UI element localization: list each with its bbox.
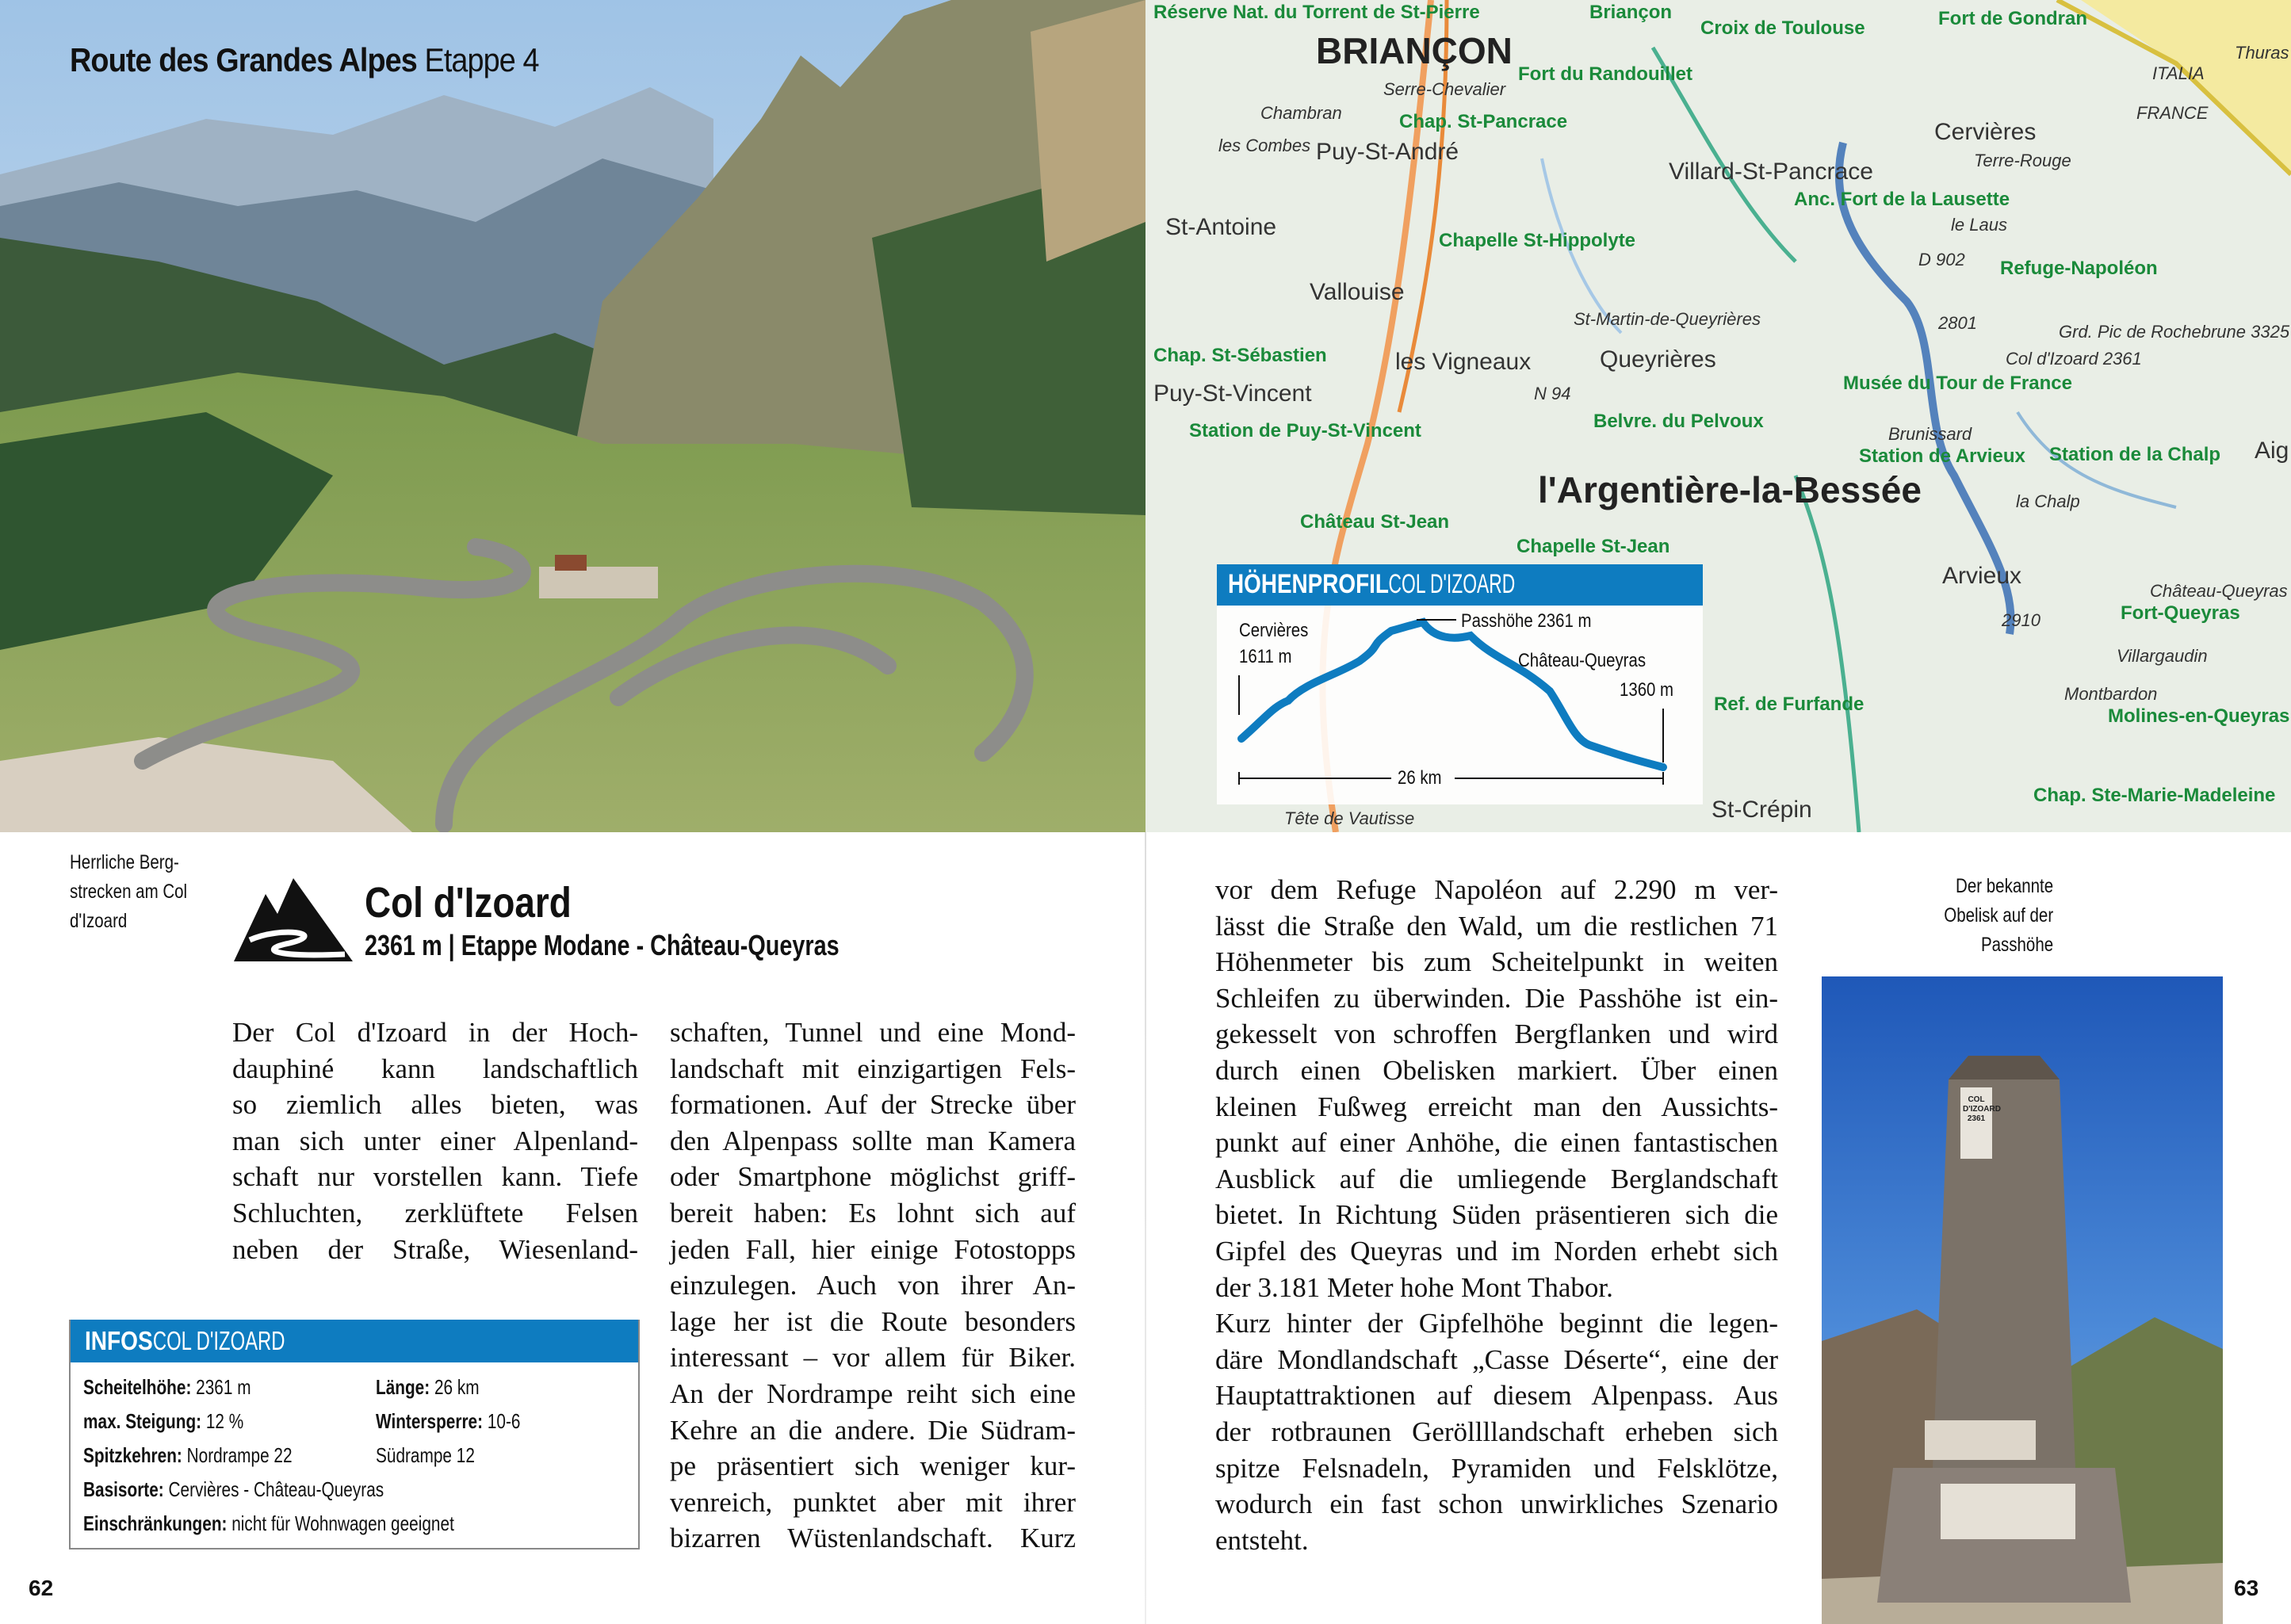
map-label: Château St-Jean <box>1300 511 1450 533</box>
text-line-content: spitze Felsnadeln, Pyramiden und Felsklötze, <box>1215 1452 1778 1484</box>
map-label: les Combes <box>1218 136 1311 155</box>
text-line <box>232 1051 638 1087</box>
text-line <box>670 1123 1076 1160</box>
text-line <box>232 1087 638 1123</box>
text-line-content: neben der Straße, Wiesenland- <box>232 1233 638 1265</box>
mountain-pass-photo <box>0 0 1146 832</box>
info-spitzkehren: Spitzkehren: Nordrampe 22 <box>83 1443 293 1467</box>
map-label: la Chalp <box>2016 491 2080 511</box>
text-column-2 <box>670 1015 1076 1557</box>
map-label: Molines-en-Queyras <box>2108 705 2290 727</box>
page-number-right: 63 <box>2234 1576 2259 1600</box>
mountain-pass-icon <box>234 878 353 961</box>
text-line <box>670 1485 1076 1521</box>
map-label: Terre-Rouge <box>1974 151 2071 170</box>
map-label: Fort-Queyras <box>2121 602 2240 624</box>
text-line-content: lage her ist die Route besonders <box>670 1305 1076 1337</box>
text-line-content: venreich, punktet aber mit ihrer <box>670 1486 1076 1518</box>
map-label: D 902 <box>1918 250 1965 269</box>
map-label: Serre-Chevalier <box>1383 79 1506 99</box>
text-line <box>1215 1305 1778 1342</box>
map-label: Refuge-Napoléon <box>2000 258 2158 279</box>
map-label: Musée du Tour de France <box>1843 373 2072 394</box>
text-line <box>1215 1161 1778 1198</box>
map-label: Villard-St-Pancrace <box>1669 159 1873 185</box>
map-label: Chambran <box>1260 103 1342 123</box>
map-label: FRANCE <box>2136 103 2209 123</box>
map-label: Chap. St-Sébastien <box>1153 345 1327 366</box>
map-label: N 94 <box>1534 384 1571 403</box>
text-line <box>670 1232 1076 1268</box>
profile-distance: 26 km <box>1398 767 1442 789</box>
map-label: St-Antoine <box>1165 214 1277 240</box>
text-line-content: dauphiné kann landschaftlich <box>232 1053 638 1084</box>
text-line-content: Kehre an die andere. Die Südram- <box>670 1414 1076 1446</box>
text-line <box>232 1232 638 1268</box>
text-line <box>1215 1342 1778 1378</box>
text-line <box>670 1015 1076 1051</box>
info-basisorte: Basisorte: Cervières - Château-Queyras <box>83 1477 384 1501</box>
text-line <box>1215 1089 1778 1125</box>
map-label: Anc. Fort de la Lausette <box>1794 189 2010 210</box>
map-label: ITALIA <box>2152 63 2205 83</box>
map-label: St-Martin-de-Queyrières <box>1574 309 1761 329</box>
map-label: Grd. Pic de Rochebrune 3325 <box>2059 322 2290 342</box>
photo-title: Route des Grandes Alpes Etappe 4 <box>70 41 539 78</box>
text-line-content: pe präsentiert sich weniger kur- <box>670 1450 1076 1482</box>
text-line-content: gekesselt von schroffen Bergflanken und wird <box>1215 1018 1778 1050</box>
text-line <box>670 1520 1076 1557</box>
text-line-content: Ausblick auf die umliegende Berglandschaft <box>1215 1163 1778 1194</box>
map-label: Fort du Randouillet <box>1518 63 1692 85</box>
text-column-1 <box>232 1015 638 1267</box>
text-line-content: Schluchten, zerklüftete Felsen <box>232 1197 638 1229</box>
pass-heading: Col d'Izoard <box>365 879 572 927</box>
text-line <box>670 1304 1076 1340</box>
text-line <box>670 1051 1076 1087</box>
text-line-content: so ziemlich alles bieten, was <box>232 1089 638 1121</box>
text-line <box>1215 1233 1778 1270</box>
text-line <box>1215 1125 1778 1161</box>
page-gutter <box>1145 832 1146 1624</box>
text-line-content: bereit haben: Es lohnt sich auf <box>670 1197 1076 1229</box>
text-line-content: Gipfel des Queyras und im Norden erhebt sich <box>1215 1235 1778 1267</box>
text-line <box>1215 908 1778 945</box>
map-label: Aig <box>2255 438 2289 464</box>
profile-start-name: Cervières <box>1239 620 1309 641</box>
text-line <box>1215 1414 1778 1450</box>
info-spitzkehren-sued: Südrampe 12 <box>376 1443 475 1467</box>
text-line-content: däre Mondlandschaft „Casse Déserte“, eine der <box>1215 1343 1778 1375</box>
map-label: Station de la Chalp <box>2049 444 2221 465</box>
map-label: l'Argentière-la-Bessée <box>1538 469 1922 510</box>
text-line-content: vor dem Refuge Napoléon auf 2.290 m ver- <box>1215 874 1778 905</box>
text-line <box>1215 872 1778 908</box>
text-line <box>1215 1270 1778 1306</box>
info-einschraenkungen: Einschränkungen: nicht für Wohnwagen geeignet <box>83 1511 454 1535</box>
map-label: Château-Queyras <box>2150 581 2288 601</box>
text-line-content: Schleifen zu überwinden. Die Passhöhe ist ein- <box>1215 982 1778 1014</box>
text-line <box>670 1267 1076 1304</box>
text-line <box>670 1087 1076 1123</box>
text-line <box>232 1123 638 1160</box>
map-label: Ref. de Furfande <box>1714 694 1865 715</box>
text-line <box>1215 1378 1778 1414</box>
info-laenge: Länge: 26 km <box>376 1375 480 1399</box>
text-line <box>1215 1486 1778 1523</box>
page-number-left: 62 <box>29 1576 54 1600</box>
text-line-content: bietet. In Richtung Süden präsentieren sich die <box>1215 1199 1778 1231</box>
text-line <box>670 1195 1076 1232</box>
text-column-right <box>1215 872 1778 1558</box>
info-scheitelhoehe: Scheitelhöhe: 2361 m <box>83 1375 251 1399</box>
map-label: Chapelle St-Jean <box>1516 536 1670 557</box>
text-line-content: landschaft mit einzigartigen Fels- <box>670 1053 1076 1084</box>
map-label: Réserve Nat. du Torrent de St-Pierre <box>1153 2 1480 23</box>
text-line-content: oder Smartphone möglichst griff- <box>670 1161 1076 1193</box>
text-line-content: formationen. Auf der Strecke über <box>670 1089 1076 1121</box>
text-line <box>1215 1016 1778 1053</box>
pass-subheading: 2361 m | Etappe Modane - Château-Queyras <box>365 929 840 961</box>
profile-peak-label: Passhöhe 2361 m <box>1461 610 1592 632</box>
map-label: 2801 <box>1938 313 1977 333</box>
map-label: Puy-St-André <box>1316 139 1459 165</box>
profile-end-name: Château-Queyras <box>1518 650 1647 671</box>
elevation-profile <box>1217 564 1703 804</box>
text-line-content: Höhenmeter bis zum Scheitelpunkt in weiten <box>1215 946 1778 978</box>
text-line-content: einzulegen. Auch von ihrer An- <box>670 1270 1076 1301</box>
map-label: Thuras <box>2235 43 2289 63</box>
obelisk-photo <box>1822 976 2223 1624</box>
text-line <box>670 1376 1076 1412</box>
elevation-profile-title: HÖHENPROFILCOL D'IZOARD <box>1217 564 1703 606</box>
text-line-content: punkt auf einer Anhöhe, die einen fantastischen <box>1215 1127 1778 1159</box>
map-label: Belvre. du Pelvoux <box>1593 411 1764 432</box>
info-box <box>69 1320 640 1549</box>
text-line <box>1215 1523 1778 1559</box>
map-label: Station de Puy-St-Vincent <box>1189 420 1421 441</box>
text-line-content: schaft nur vorstellen kann. Tiefe <box>232 1161 638 1193</box>
map-label: Briançon <box>1589 2 1673 23</box>
route-map <box>1146 0 2291 832</box>
profile-start-elevation: 1611 m <box>1239 646 1292 667</box>
text-line <box>670 1448 1076 1485</box>
map-label: Arvieux <box>1942 563 2022 589</box>
text-line-content: der 3.181 Meter hohe Mont Thabor. <box>1215 1271 1613 1303</box>
text-line <box>232 1195 638 1232</box>
text-line <box>1215 1450 1778 1487</box>
text-line-content: interessant – vor allem für Biker. <box>670 1342 1076 1374</box>
text-line <box>232 1015 638 1051</box>
map-label: Col d'Izoard 2361 <box>2006 349 2142 369</box>
map-label: Montbardon <box>2064 684 2158 704</box>
map-label: Tête de Vautisse <box>1284 808 1415 828</box>
text-line-content: kleinen Fußweg erreicht man den Aussichts- <box>1215 1091 1778 1122</box>
map-label: Chap. Ste-Marie-Madeleine <box>2033 785 2276 806</box>
text-line-content: Der Col d'Izoard in der Hoch- <box>232 1017 638 1048</box>
obelisk-inscription: COL D'IZOARD 2361 <box>1963 1095 2001 1123</box>
text-line <box>1215 1197 1778 1233</box>
text-line <box>1215 1053 1778 1089</box>
text-line-content: bizarren Wüstenlandschaft. Kurz <box>670 1523 1076 1554</box>
text-line-content: jeden Fall, hier einige Fotostopps <box>670 1233 1076 1265</box>
map-label: St-Crépin <box>1712 797 1812 823</box>
landscape-illustration <box>0 0 1146 832</box>
map-label: Queyrières <box>1600 346 1716 373</box>
info-wintersperre: Wintersperre: 10-6 <box>376 1409 521 1433</box>
text-line <box>670 1412 1076 1449</box>
text-line-content: entsteht. <box>1215 1524 1309 1556</box>
text-line <box>670 1339 1076 1376</box>
map-label: les Vigneaux <box>1395 349 1532 375</box>
text-line-content: man sich unter einer Alpenland- <box>232 1125 638 1156</box>
text-line <box>1215 980 1778 1017</box>
text-line-content: An der Nordrampe reiht sich eine <box>670 1378 1076 1409</box>
text-line-content: durch einen Obelisken markiert. Über einen <box>1215 1054 1778 1086</box>
map-label: 2910 <box>2002 610 2040 630</box>
map-label: Puy-St-Vincent <box>1153 380 1312 407</box>
text-line-content: wodurch ein fast schon unwirkliches Szenario <box>1215 1488 1778 1520</box>
text-line <box>1215 944 1778 980</box>
left-photo-caption: Herrliche Berg- strecken am Col d'Izoard <box>70 851 188 932</box>
obelisk-illustration <box>1822 976 2223 1624</box>
text-line-content: lässt die Straße den Wald, um die restlichen 71 <box>1215 910 1778 942</box>
text-line <box>670 1159 1076 1195</box>
map-label: Chapelle St-Hippolyte <box>1439 230 1636 251</box>
info-steigung: max. Steigung: 12 % <box>83 1409 244 1433</box>
map-label: le Laus <box>1951 215 2007 235</box>
map-label: Villargaudin <box>2117 646 2208 666</box>
map-label: Chap. St-Pancrace <box>1399 111 1568 132</box>
map-label: Brunissard <box>1888 424 1972 444</box>
map-label: BRIANÇON <box>1316 30 1513 71</box>
text-line-content: Hauptattraktionen auf diesem Alpenpass. Aus <box>1215 1380 1778 1412</box>
text-line-content: schaften, Tunnel und eine Mond- <box>670 1017 1076 1048</box>
text-line <box>232 1159 638 1195</box>
map-label: Vallouise <box>1310 279 1405 305</box>
text-line-content: den Alpenpass sollte man Kamera <box>670 1125 1076 1156</box>
map-label: Croix de Toulouse <box>1700 17 1865 39</box>
map-label: Fort de Gondran <box>1938 8 2087 29</box>
right-photo-caption: Der bekannte Obelisk auf der Passhöhe <box>1944 875 2053 956</box>
info-box-title: INFOSCOL D'IZOARD <box>71 1320 638 1362</box>
map-label: Station de Arvieux <box>1859 445 2025 467</box>
text-line-content: der rotbraunen Geröllllandschaft erheben sich <box>1215 1416 1778 1447</box>
text-line-content: Kurz hinter der Gipfelhöhe beginnt die legen- <box>1215 1308 1778 1339</box>
profile-end-elevation: 1360 m <box>1620 679 1674 701</box>
map-label: Cervières <box>1934 119 2037 145</box>
